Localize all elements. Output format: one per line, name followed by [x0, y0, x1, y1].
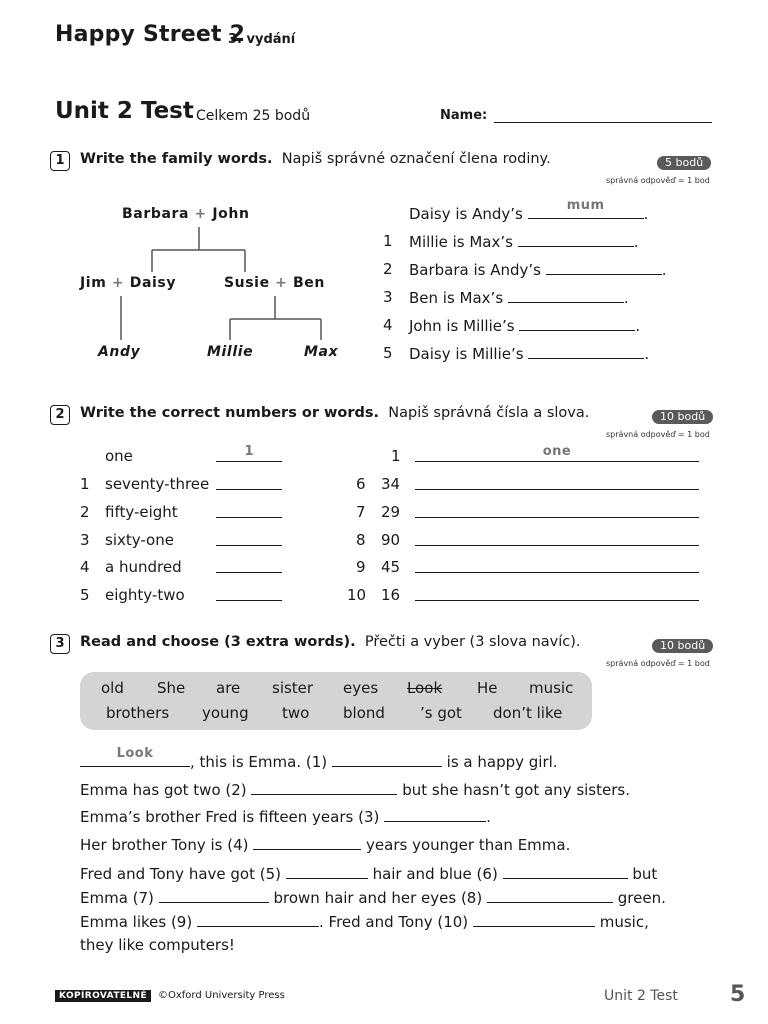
- word-option[interactable]: He: [477, 679, 498, 697]
- tree-couple-left: [80, 275, 176, 291]
- tree-name-ben: Ben: [293, 275, 325, 291]
- exercise-1-scoring: správná odpověď = 1 bod: [606, 176, 710, 185]
- exercise-2-points-badge: 10 bodů: [652, 410, 713, 424]
- exercise-3-number: 3: [50, 634, 70, 654]
- total-points: Celkem 25 bodů: [196, 108, 311, 124]
- item-number: 1: [80, 475, 90, 493]
- text-line-7: Emma likes (9) . Fred and Tony (10) music,: [80, 913, 649, 931]
- answer-blank[interactable]: [473, 912, 595, 927]
- plus-icon: +: [111, 275, 125, 291]
- example-answer: mum: [566, 198, 605, 213]
- copyright: ©Oxford University Press: [158, 990, 285, 1001]
- word-option[interactable]: eyes: [343, 679, 379, 697]
- item-number: 5: [80, 586, 90, 604]
- example-answer: one: [542, 444, 572, 459]
- answer-blank[interactable]: [415, 489, 699, 490]
- item-number: 5: [383, 344, 393, 362]
- answer-blank[interactable]: [384, 807, 486, 822]
- text-line-4: Her brother Tony is (4) years younger than Emma.: [80, 836, 571, 854]
- item-number: 3: [383, 288, 393, 306]
- exercise-1-title-en: Write the family words.: [80, 151, 273, 167]
- exercise-3-title-cz: Přečti a vyber (3 slova navíc).: [364, 634, 581, 650]
- tree-name-max: Max: [304, 344, 339, 360]
- word-item: fifty-eight: [105, 503, 178, 521]
- photocopiable-badge: KOPÍROVATELNÉ: [55, 990, 151, 1002]
- edition-label: 3. vydání: [228, 32, 296, 47]
- exercise-3-heading: [80, 634, 581, 650]
- answer-blank[interactable]: [415, 461, 699, 462]
- exercise-1-number: 1: [50, 151, 70, 171]
- word-option[interactable]: old: [101, 679, 124, 697]
- example-answer: 1: [244, 444, 254, 459]
- item-number: 6: [356, 475, 366, 493]
- exercise-3-scoring: správná odpověď = 1 bod: [606, 659, 710, 668]
- word-option[interactable]: young: [202, 704, 249, 722]
- word-item: sixty-one: [105, 531, 174, 549]
- number-item: 16: [381, 586, 401, 604]
- footer-unit-title: Unit 2 Test: [604, 988, 678, 1004]
- item-number: 2: [383, 260, 393, 278]
- exercise-2-title-en: Write the correct numbers or words.: [80, 405, 380, 421]
- word-item: seventy-three: [105, 475, 210, 493]
- answer-blank[interactable]: [415, 600, 699, 601]
- text-line-3: Emma’s brother Fred is fifteen years (3) .: [80, 808, 491, 826]
- word-item: a hundred: [105, 558, 182, 576]
- answer-blank[interactable]: [197, 912, 319, 927]
- page-title: Unit 2 Test: [55, 98, 194, 124]
- answer-blank[interactable]: [415, 545, 699, 546]
- item-number: 4: [383, 316, 393, 334]
- text-line-6: Emma (7) brown hair and her eyes (8) green.: [80, 889, 666, 907]
- answer-blank[interactable]: [216, 517, 282, 518]
- tree-name-millie: Millie: [207, 344, 254, 360]
- tree-couple-right: [224, 275, 325, 291]
- page-number: 5: [730, 982, 746, 1007]
- answer-blank[interactable]: [546, 260, 662, 275]
- word-box: [80, 672, 592, 730]
- answer-blank[interactable]: [216, 545, 282, 546]
- answer-blank[interactable]: [286, 864, 368, 879]
- name-label: Name:: [440, 108, 488, 123]
- tree-name-daisy: Daisy: [129, 275, 177, 291]
- exercise-2-scoring: správná odpověď = 1 bod: [606, 430, 710, 439]
- tree-name-john: John: [212, 206, 250, 222]
- plus-icon: +: [275, 275, 288, 291]
- text-line-5: Fred and Tony have got (5) hair and blue (6) but: [80, 865, 658, 883]
- answer-blank[interactable]: [253, 835, 361, 850]
- answer-blank[interactable]: [528, 344, 644, 359]
- word-option[interactable]: She: [157, 679, 186, 697]
- number-item: 34: [381, 475, 401, 493]
- tree-name-jim: Jim: [80, 275, 107, 291]
- exercise-1-item: Ben is Max’s .: [409, 289, 629, 307]
- answer-blank[interactable]: [487, 888, 613, 903]
- word-option[interactable]: blond: [343, 704, 385, 722]
- answer-blank[interactable]: [216, 572, 282, 573]
- answer-blank[interactable]: [528, 198, 644, 219]
- word-option[interactable]: don’t like: [493, 704, 563, 722]
- number-item: 45: [381, 558, 401, 576]
- item-number: 9: [356, 558, 366, 576]
- answer-blank[interactable]: [415, 572, 699, 573]
- tree-name-susie: Susie: [224, 275, 270, 291]
- answer-blank[interactable]: [519, 316, 635, 331]
- exercise-1-item: Barbara is Andy’s .: [409, 261, 667, 279]
- answer-blank[interactable]: [508, 288, 624, 303]
- word-option[interactable]: two: [282, 704, 310, 722]
- word-option[interactable]: music: [529, 679, 574, 697]
- word-option[interactable]: brothers: [106, 704, 170, 722]
- sentence-text: Daisy is Andy’s: [409, 205, 523, 223]
- item-number: 3: [80, 531, 90, 549]
- item-number: 1: [383, 232, 393, 250]
- exercise-1-item: Daisy is Millie’s .: [409, 345, 650, 363]
- number-item: 1: [391, 447, 401, 465]
- word-option[interactable]: sister: [272, 679, 314, 697]
- answer-blank[interactable]: [216, 489, 282, 490]
- word-item: one: [105, 447, 133, 465]
- exercise-1-example: Daisy is Andy’s mum .: [409, 198, 649, 223]
- answer-blank[interactable]: [415, 517, 699, 518]
- item-number: 4: [80, 558, 90, 576]
- answer-blank[interactable]: [251, 780, 397, 795]
- item-number: 7: [356, 503, 366, 521]
- exercise-2-number: 2: [50, 405, 70, 425]
- answer-blank[interactable]: [518, 232, 634, 247]
- number-item: 29: [381, 503, 401, 521]
- word-option[interactable]: ’s got: [420, 704, 462, 722]
- word-option[interactable]: are: [216, 679, 241, 697]
- tree-couple-grandparents: [122, 206, 250, 222]
- tree-name-barbara: Barbara: [122, 206, 190, 222]
- item-number: 10: [347, 586, 367, 604]
- exercise-1-item: Millie is Max’s .: [409, 233, 639, 251]
- exercise-1-item: John is Millie’s .: [409, 317, 641, 335]
- answer-blank[interactable]: [216, 461, 282, 462]
- text-line-8: they like computers!: [80, 936, 235, 954]
- text-line-2: Emma has got two (2) but she hasn’t got any sisters.: [80, 781, 630, 799]
- exercise-1-title-cz: Napiš správné označení člena rodiny.: [281, 151, 551, 167]
- tree-name-andy: Andy: [98, 344, 141, 360]
- item-number: 8: [356, 531, 366, 549]
- answer-blank[interactable]: [332, 752, 442, 767]
- number-item: 90: [381, 531, 401, 549]
- exercise-3-points-badge: 10 bodů: [652, 639, 713, 653]
- exercise-2-heading: [80, 405, 589, 421]
- plus-icon: +: [194, 206, 207, 222]
- answer-blank[interactable]: [80, 746, 190, 767]
- word-option-used[interactable]: Look: [407, 679, 443, 697]
- text-line-1: Look , this is Emma. (1) is a happy girl.: [80, 752, 558, 771]
- answer-blank[interactable]: [216, 600, 282, 601]
- answer-blank[interactable]: [503, 864, 628, 879]
- exercise-1-points-badge: 5 bodů: [657, 156, 711, 170]
- word-item: eighty-two: [105, 586, 185, 604]
- answer-blank[interactable]: [159, 888, 269, 903]
- example-answer: Look: [116, 746, 154, 761]
- family-tree-lines: [0, 0, 768, 400]
- item-number: 2: [80, 503, 90, 521]
- exercise-2-title-cz: Napiš správná čísla a slova.: [388, 405, 590, 421]
- book-title: Happy Street 2: [55, 22, 246, 47]
- exercise-3-title-en: Read and choose (3 extra words).: [80, 634, 356, 650]
